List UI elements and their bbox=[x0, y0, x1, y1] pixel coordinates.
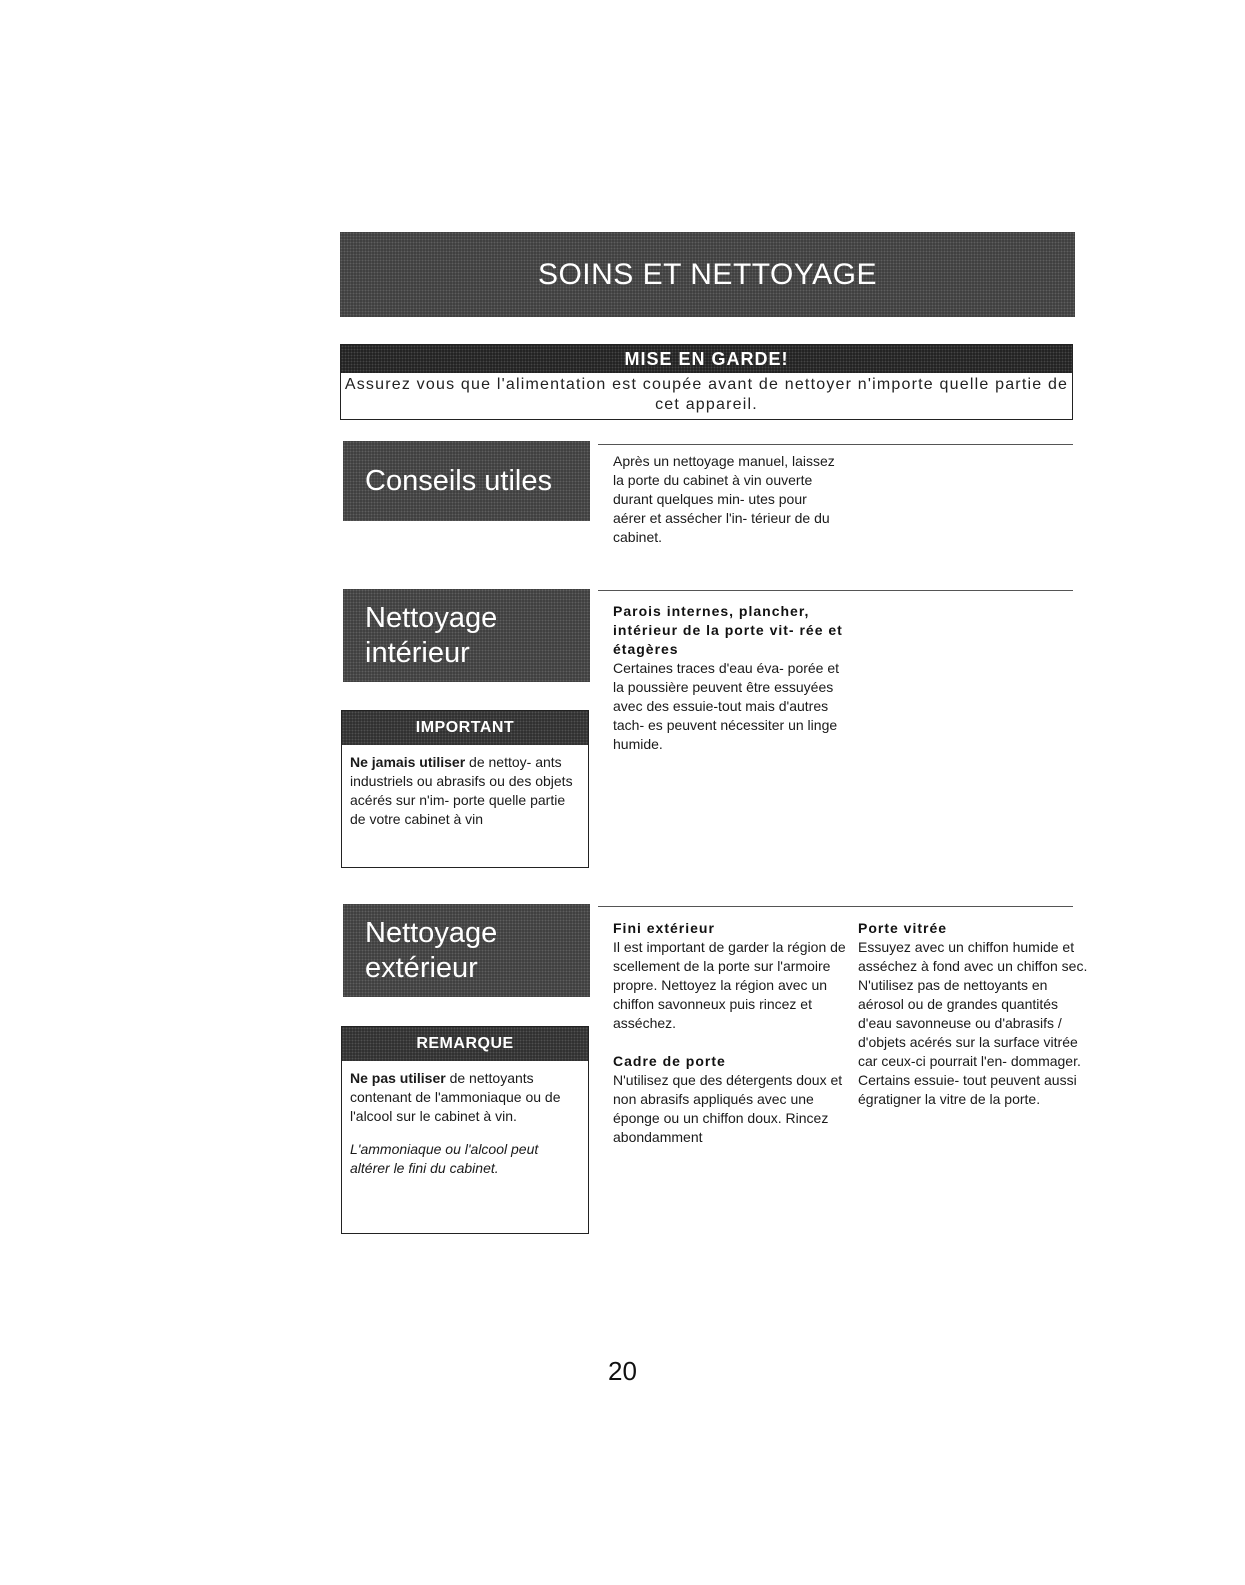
caution-box bbox=[340, 344, 1073, 420]
cadre-text: N'utilisez que des détergents doux et non abrasifs appliqués avec une éponge ou un chiffon doux. Rincez abondamment bbox=[613, 1072, 843, 1145]
conseils-tile-label: Conseils utiles bbox=[365, 464, 552, 497]
remarque-heading: REMARQUE bbox=[342, 1027, 588, 1061]
cadre-subhead: Cadre de porte bbox=[613, 1053, 726, 1069]
important-bold: Ne jamais utiliser bbox=[350, 754, 466, 770]
interieur-tile-label: Nettoyage intérieur bbox=[365, 601, 498, 669]
divider bbox=[598, 444, 1073, 445]
remarque-note-box bbox=[341, 1026, 589, 1234]
important-heading: IMPORTANT bbox=[342, 711, 588, 745]
remarque-bold: Ne pas utiliser bbox=[350, 1070, 446, 1086]
caution-heading: MISE EN GARDE! bbox=[341, 345, 1072, 373]
conseils-text: Après un nettoyage manuel, laissez la porte du cabinet à vin ouverte durant quelques min- utes pour aérer et assécher l'in- térieur de du cabinet. bbox=[613, 453, 835, 545]
exterieur-tile bbox=[343, 904, 590, 997]
caution-text: Assurez vous que l'alimentation est coupée avant de nettoyer n'importe quelle partie de cet appareil. bbox=[344, 376, 1069, 413]
remarque-text: de nettoyants contenant de l'ammoniaque ou de l'alcool sur le cabinet à vin. bbox=[350, 1070, 561, 1124]
conseils-tile bbox=[343, 441, 590, 521]
important-text: de nettoy- ants industriels ou abrasifs ou des objets acérés sur n'im- porte quelle partie de votre cabinet à vin bbox=[350, 754, 573, 827]
remarque-italic: L'ammoniaque ou l'alcool peut altérer le fini du cabinet. bbox=[350, 1141, 539, 1176]
exterieur-column-1 bbox=[613, 919, 848, 1147]
important-note-box bbox=[341, 710, 589, 868]
interieur-tile bbox=[343, 589, 590, 682]
important-body bbox=[342, 745, 588, 839]
divider bbox=[598, 590, 1073, 591]
remarque-body bbox=[342, 1061, 588, 1188]
page-title: SOINS ET NETTOYAGE bbox=[537, 257, 878, 291]
fini-subhead: Fini extérieur bbox=[613, 920, 715, 936]
interieur-subhead: Parois internes, plancher, intérieur de la porte vit- rée et étagères bbox=[613, 603, 843, 657]
page-number: 20 bbox=[608, 1356, 637, 1386]
divider bbox=[598, 906, 1073, 907]
porte-subhead: Porte vitrée bbox=[858, 920, 948, 936]
interieur-column bbox=[613, 602, 848, 754]
section-title-banner bbox=[340, 232, 1075, 317]
exterieur-column-2 bbox=[858, 919, 1088, 1109]
interieur-text: Certaines traces d'eau éva- porée et la poussière peuvent être essuyées avec des essuie-tout mais d'autres tach- es peuvent nécessiter un linge humide. bbox=[613, 660, 840, 752]
fini-text: Il est important de garder la région de scellement de la porte sur l'armoire propre. Nettoyez la région avec un chiffon savonneux puis rincez et asséchez. bbox=[613, 939, 846, 1031]
exterieur-tile-label: Nettoyage extérieur bbox=[365, 916, 498, 984]
porte-text: Essuyez avec un chiffon humide et asséchez à fond avec un chiffon sec. N'utilisez pas de nettoyants en aérosol ou de grandes quantités d'eau savonneuse ou d'abrasifs / d'objets acérés sur la surface vitrée car ceux-ci pourrait l'en- dommager. Certains essuie- tout peuvent aussi égratigner la vitre de la porte. bbox=[858, 939, 1088, 1107]
